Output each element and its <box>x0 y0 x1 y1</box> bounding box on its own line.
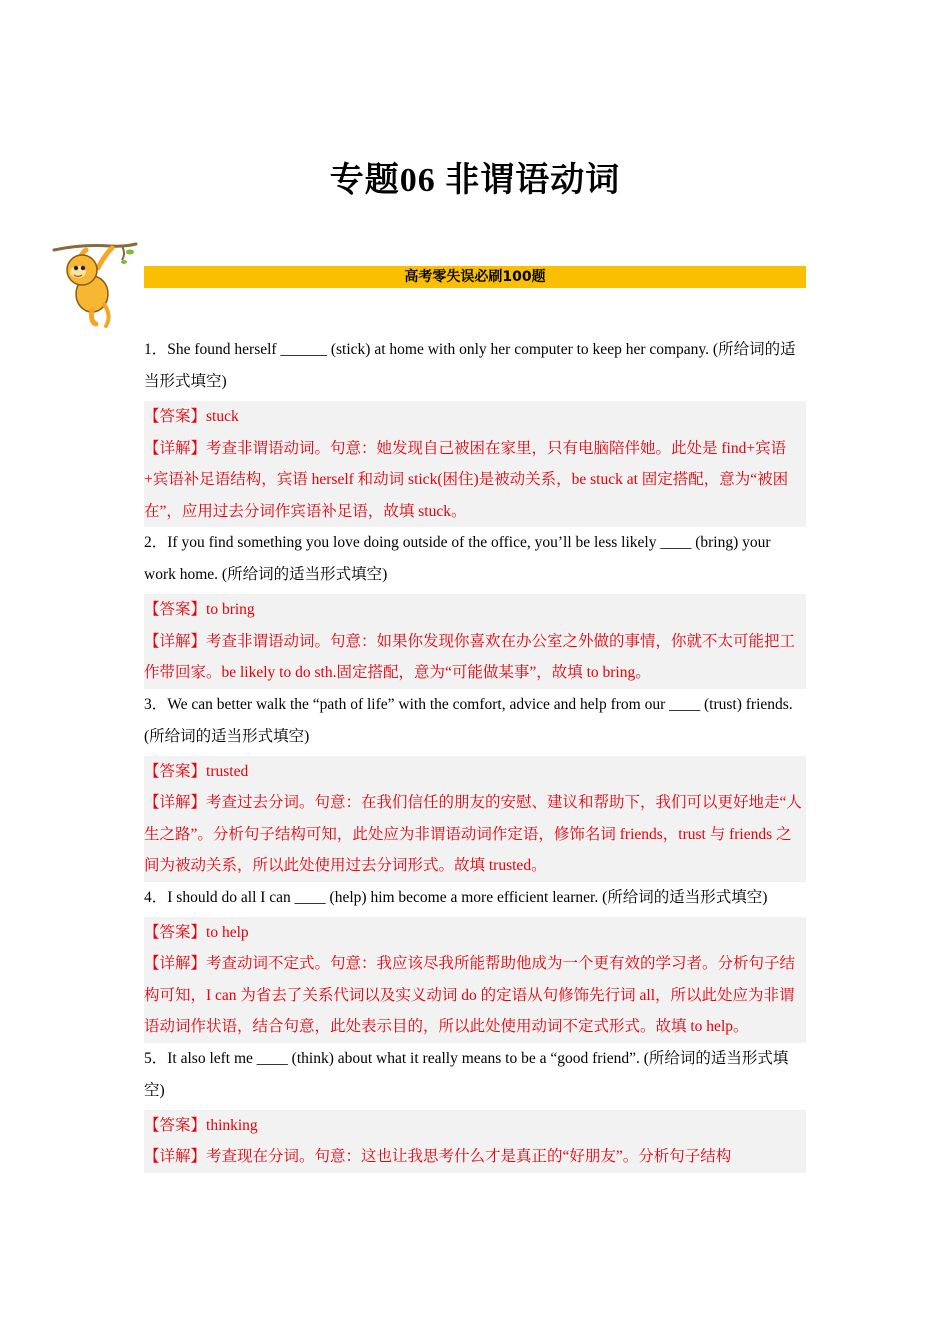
detail-text: 考查动词不定式。句意：我应该尽我所能帮助他成为一个更有效的学习者。分析句子结构可知，I can 为省去了关系代词以及实义动词 do 的定语从句修饰先行词 all，所以此处应为非谓语动词作状语，结合句意，此处表示目的，所以此处使用动词不定式形式。故填 to help。 <box>144 955 796 1035</box>
monkey-icon <box>52 238 142 330</box>
question-number: 1． <box>144 341 168 358</box>
detail-label: 【详解】 <box>144 955 207 972</box>
mascot-illustration <box>52 238 142 330</box>
answer-line <box>144 1110 806 1142</box>
detail-label: 【详解】 <box>144 439 207 457</box>
answer-label: 【答案】 <box>144 601 207 618</box>
detail-line <box>144 433 806 528</box>
detail-text: 考查非谓语动词。句意：她发现自己被困在家里，只有电脑陪伴她。此处是 find+宾语+宾语补足语结构，宾语 herself 和动词 stick(困住)是被动关系，be stuck at 固定搭配，意为“被困在”，应用过去分词作宾语补足语，故填 stuck。 <box>144 439 789 520</box>
question-text: 5．It also left me ____ (think) about what it really means to be a “good friend”. (所给词的适当形式填空) <box>144 1049 789 1099</box>
answer-block <box>144 756 806 882</box>
question-number: 4． <box>144 888 168 906</box>
answer-value: trusted <box>206 762 249 780</box>
detail-label: 【详解】 <box>144 1148 207 1165</box>
detail-text: 考查过去分词。句意：在我们信任的朋友的安慰、建议和帮助下，我们可以更好地走“人生之路”。分析句子结构可知，此处应为非谓语动词作定语，修饰名词 friends，trust 与 friends 之间为被动关系，所以此处使用过去分词形式。故填 trusted。 <box>144 794 802 874</box>
answer-block <box>144 917 806 1043</box>
answer-line <box>144 594 806 626</box>
question-list <box>144 334 806 1228</box>
detail-label: 【详解】 <box>144 632 207 650</box>
page-title: 专题06 非谓语动词 <box>329 162 621 199</box>
question-item <box>144 689 806 882</box>
answer-line <box>144 917 806 949</box>
detail-text: 考查现在分词。句意：这也让我思考什么才是真正的“好朋友”。分析句子结构 <box>206 1148 732 1165</box>
detail-text: 考查非谓语动词。句意：如果你发现你喜欢在办公室之外做的事情，你就不太可能把工作带回家。be likely to do sth.固定搭配，意为“可能做某事”，故填 to bring。 <box>144 632 796 681</box>
detail-line <box>144 626 806 689</box>
answer-value: thinking <box>206 1116 258 1134</box>
question-number: 3． <box>144 695 168 713</box>
question-text: 1．She found herself ______ (stick) at home with only her computer to keep her company. (所给词的适当形式填空) <box>144 341 796 390</box>
detail-label: 【详解】 <box>144 794 207 811</box>
answer-line <box>144 401 806 433</box>
answer-label: 【答案】 <box>144 1116 207 1134</box>
answer-value: to help <box>206 923 249 941</box>
detail-line <box>144 948 806 1043</box>
answer-block <box>144 1110 806 1173</box>
detail-line <box>144 787 806 882</box>
question-text: 4．I should do all I can ____ (help) him become a more efficient learner. (所给词的适当形式填空) <box>144 888 768 906</box>
answer-value: to bring <box>206 601 255 618</box>
answer-line <box>144 756 806 788</box>
question-item <box>144 882 806 1043</box>
answer-label: 【答案】 <box>144 408 207 425</box>
answer-value: stuck <box>206 408 239 425</box>
question-number: 2． <box>144 534 168 551</box>
question-item <box>144 527 806 689</box>
question-text: 2．If you find something you love doing outside of the office, you’ll be less likely ____ (bring) your work home. (所给词的适当形式填空) <box>144 534 771 583</box>
question-item <box>144 1043 806 1173</box>
question-number: 5． <box>144 1049 168 1067</box>
answer-label: 【答案】 <box>144 762 207 780</box>
question-item <box>144 334 806 527</box>
answer-block <box>144 401 806 527</box>
detail-line <box>144 1141 806 1173</box>
question-text: 3．We can better walk the “path of life” with the comfort, advice and help from our ____ (trust) friends. (所给词的适当形式填空) <box>144 695 793 745</box>
section-banner: 高考零失误必刷100题 <box>144 266 806 288</box>
answer-label: 【答案】 <box>144 923 207 941</box>
answer-block <box>144 594 806 689</box>
